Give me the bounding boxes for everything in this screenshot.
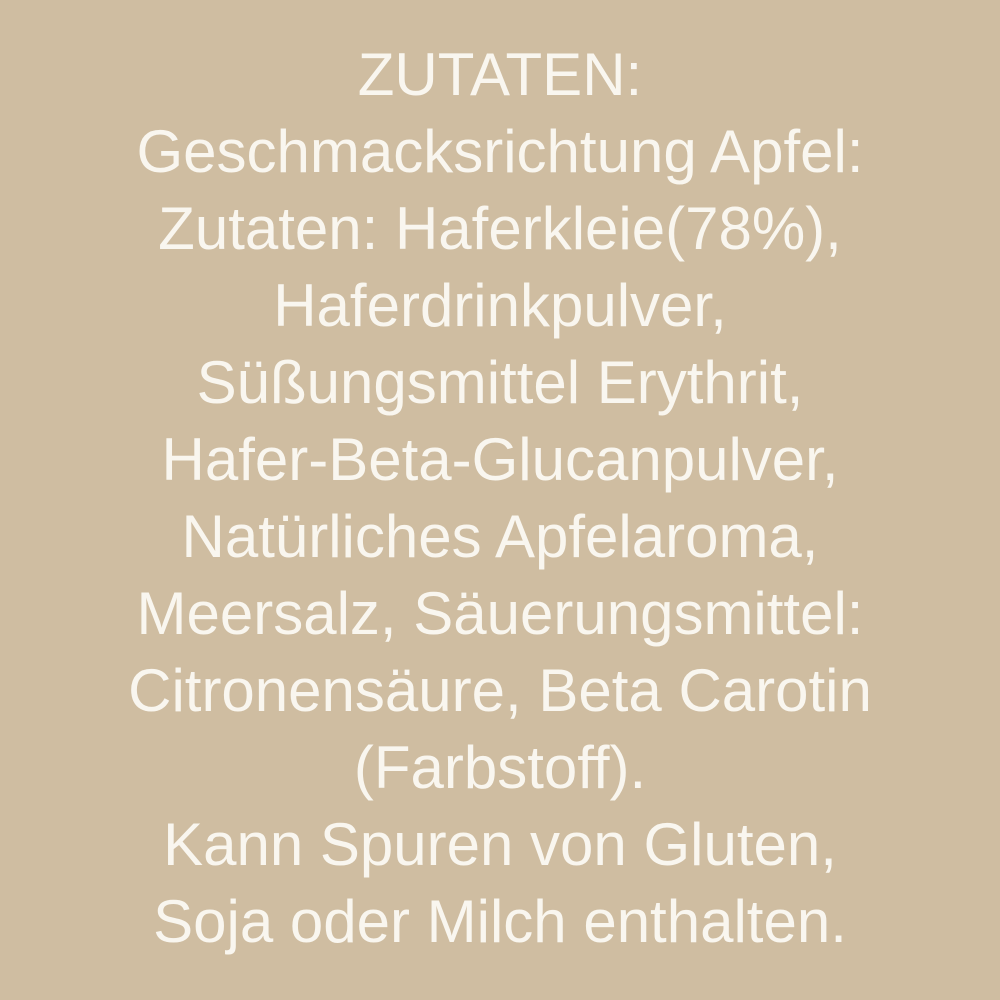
allergen-note-line: Kann Spuren von Gluten,: [163, 811, 837, 878]
ingredients-heading: ZUTATEN:: [357, 41, 643, 108]
ingredients-line: Hafer-Beta-Glucanpulver,: [161, 426, 839, 493]
ingredients-line: Süßungsmittel Erythrit,: [196, 349, 804, 416]
ingredients-line: Meersalz, Säuerungsmittel:: [136, 580, 864, 647]
ingredients-line: Natürliches Apfelaroma,: [181, 503, 819, 570]
ingredients-line: Zutaten: Haferkleie(78%),: [158, 195, 842, 262]
allergen-note-line: Soja oder Milch enthalten.: [153, 888, 847, 955]
ingredients-line: Haferdrinkpulver,: [273, 272, 727, 339]
ingredients-line-flavor: Geschmacksrichtung Apfel:: [136, 118, 864, 185]
ingredients-line: Citronensäure, Beta Carotin: [128, 657, 872, 724]
ingredients-line: (Farbstoff).: [353, 734, 647, 801]
